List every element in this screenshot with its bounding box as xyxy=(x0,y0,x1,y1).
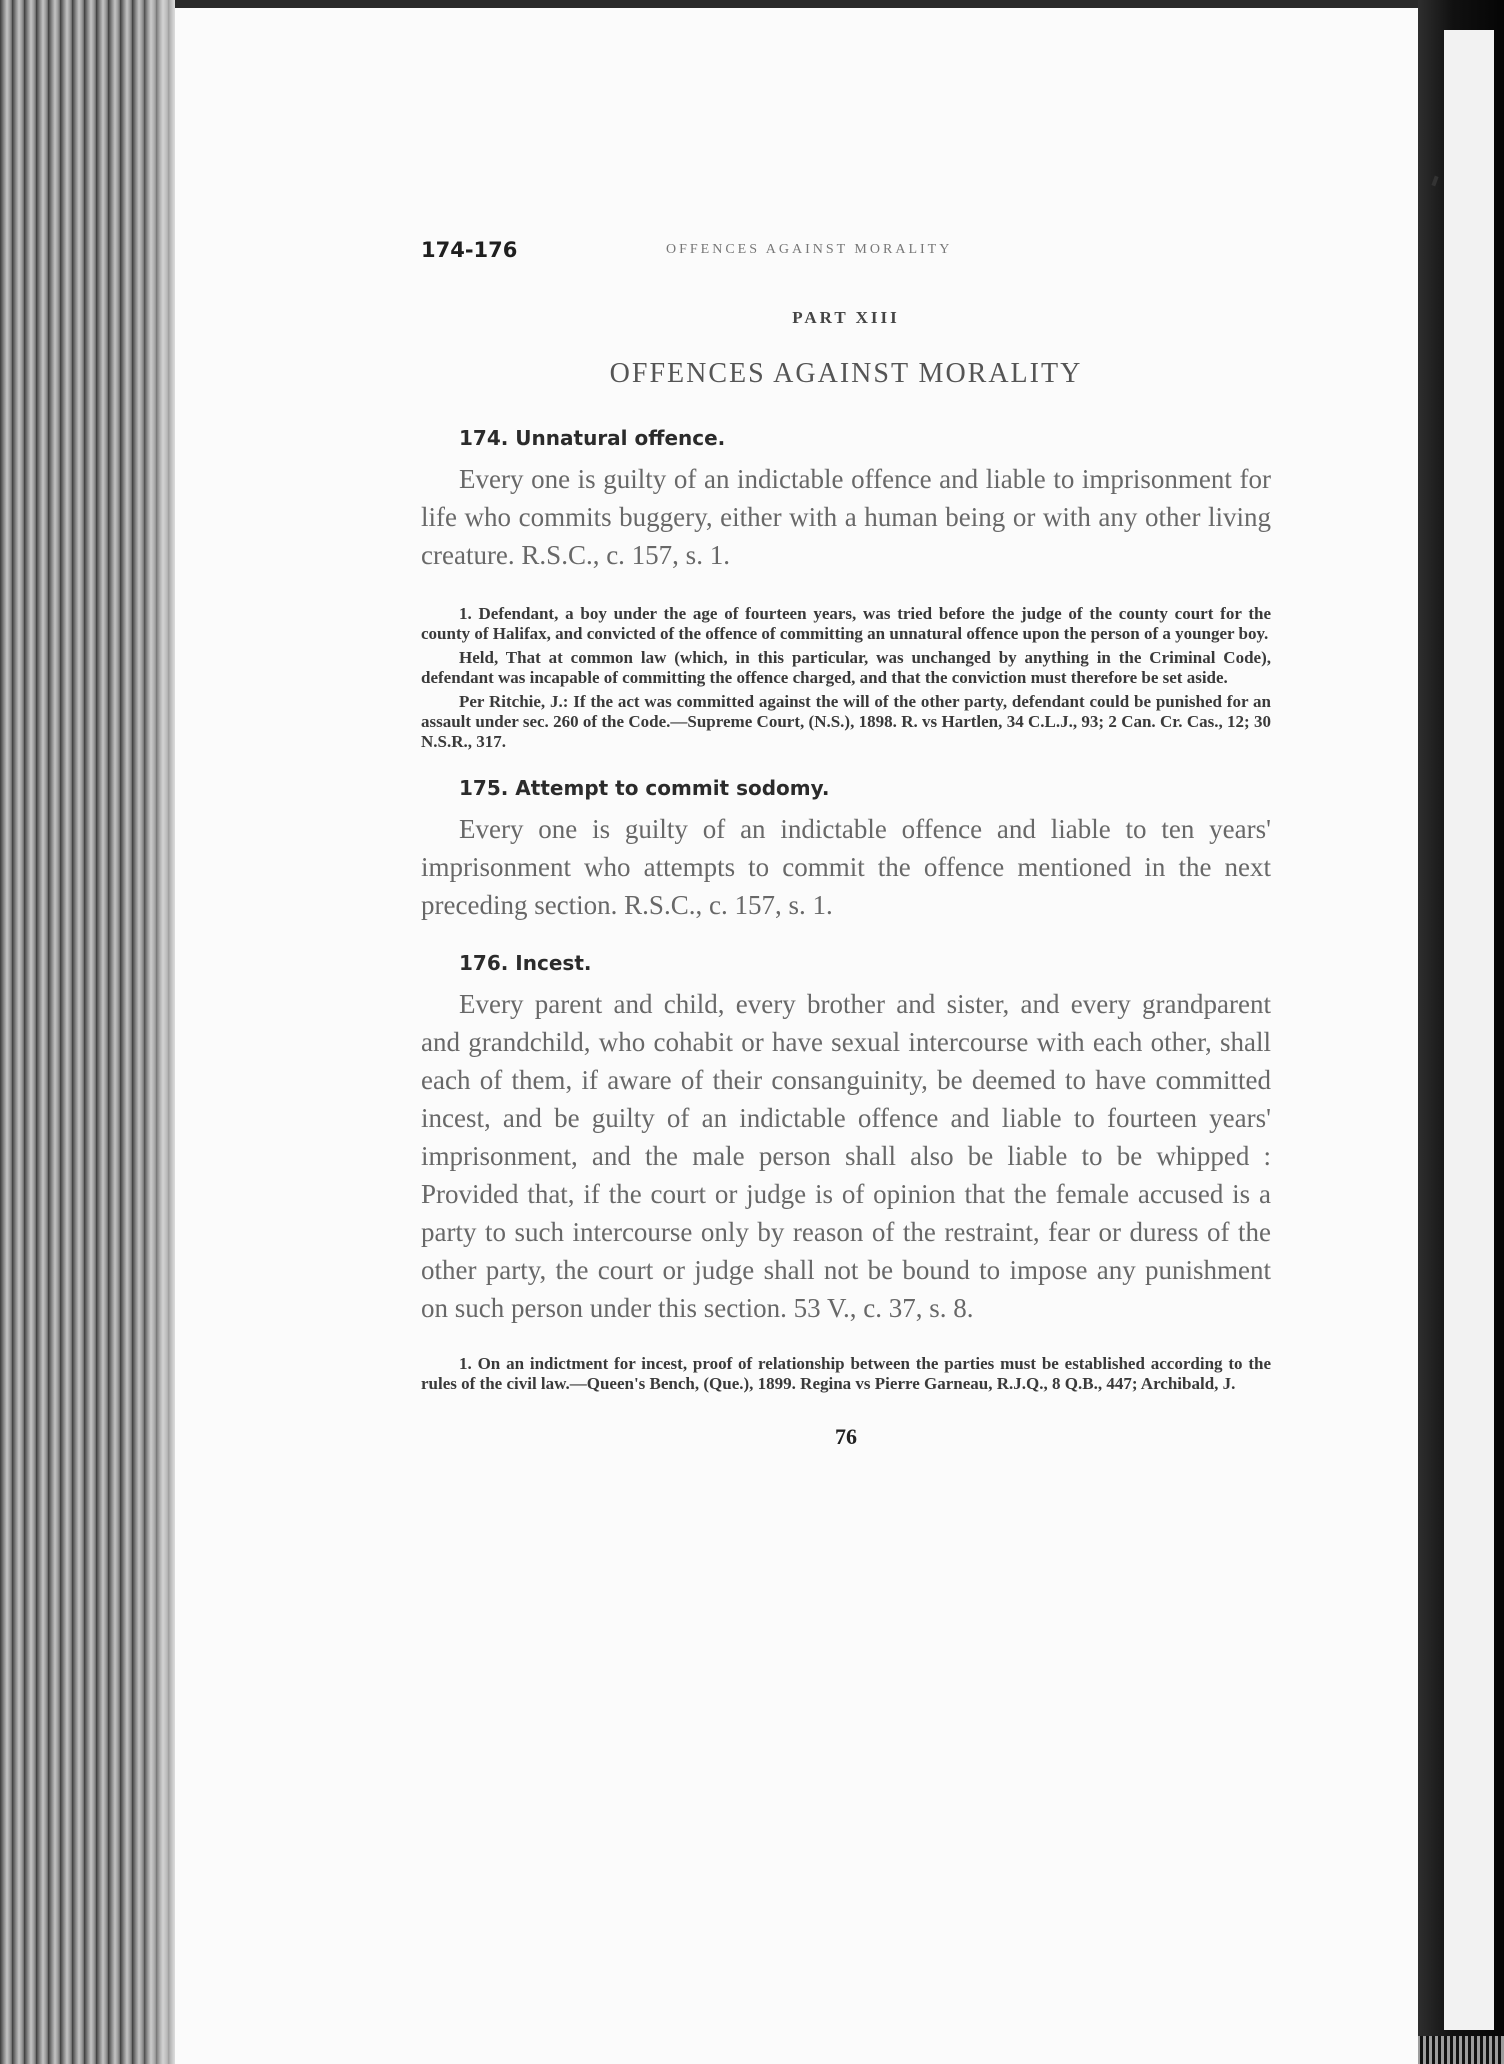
annotation-note: 1. On an indictment for incest, proof of relationship between the parties must be established according to the rules of the civil law.—Queen's Bench, (Que.), 1899. Regina vs Pierre Garneau, R.J.Q., 8 Q.B., 447; Archibald, J. xyxy=(421,1354,1271,1393)
facing-page-edge xyxy=(1444,30,1494,2030)
annotation-note: Held, That at common law (which, in this particular, was unchanged by anything in the Criminal Code), defendant was incapable of committing the offence charged, and that the conviction must therefore be set aside. xyxy=(421,648,1271,687)
annotation-note: 1. Defendant, a boy under the age of fourteen years, was tried before the judge of the county court for the county of Halifax, and convicted of the offence of committing an unnatural offence upon the person of a younger boy. xyxy=(421,604,1271,643)
section-heading-174: 174. Unnatural offence. xyxy=(459,426,726,450)
section-heading-176: 176. Incest. xyxy=(459,951,592,975)
annotations-174 xyxy=(421,604,1271,752)
section-text-176: Every parent and child, every brother and sister, and every grandparent and grandchild, who cohabit or have sexual intercourse with each other, shall each of them, if aware of their consanguinity, be deemed to have committed incest, and be guilty of an indictable offence and liable to fourteen years' imprisonment, and the male person shall also be liable to be whipped : Provided that, if the court or judge is of opinion that the female accused is a party to such intercourse only by reason of the restraint, fear or duress of the other party, the court or judge shall not be bound to impose any punishment on such person under this section. 53 V., c. 37, s. 8. xyxy=(421,989,1271,1323)
section-text-174: Every one is guilty of an indictable offence and liable to imprisonment for life who commits buggery, either with a human being or with any other living creature. R.S.C., c. 157, s. 1. xyxy=(421,464,1271,570)
part-heading: PART XIII xyxy=(792,308,900,327)
page-edge-shade xyxy=(140,0,175,2064)
section-range: 174-176 xyxy=(421,238,518,262)
page-content xyxy=(421,238,1271,1450)
section-heading-175: 175. Attempt to commit sodomy. xyxy=(459,776,830,800)
annotations-176 xyxy=(421,1354,1271,1394)
annotation-note: Per Ritchie, J.: If the act was committed against the will of the other party, defendant could be punished for an assault under sec. 260 of the Code.—Supreme Court, (N.S.), 1898. R. vs Hartlen, 34 C.L.J., 93; 2 Can. Cr. Cas., 12; 30 N.S.R., 317. xyxy=(421,692,1271,751)
running-head xyxy=(421,238,1271,278)
part-title: OFFENCES AGAINST MORALITY xyxy=(609,358,1083,389)
running-title: OFFENCES AGAINST MORALITY xyxy=(666,242,953,257)
page-number: 76 xyxy=(835,1424,857,1449)
book-page xyxy=(175,8,1418,2064)
section-text-175: Every one is guilty of an indictable offence and liable to ten years' imprisonment who attempts to commit the offence mentioned in the next preceding section. R.S.C., c. 157, s. 1. xyxy=(421,814,1271,920)
